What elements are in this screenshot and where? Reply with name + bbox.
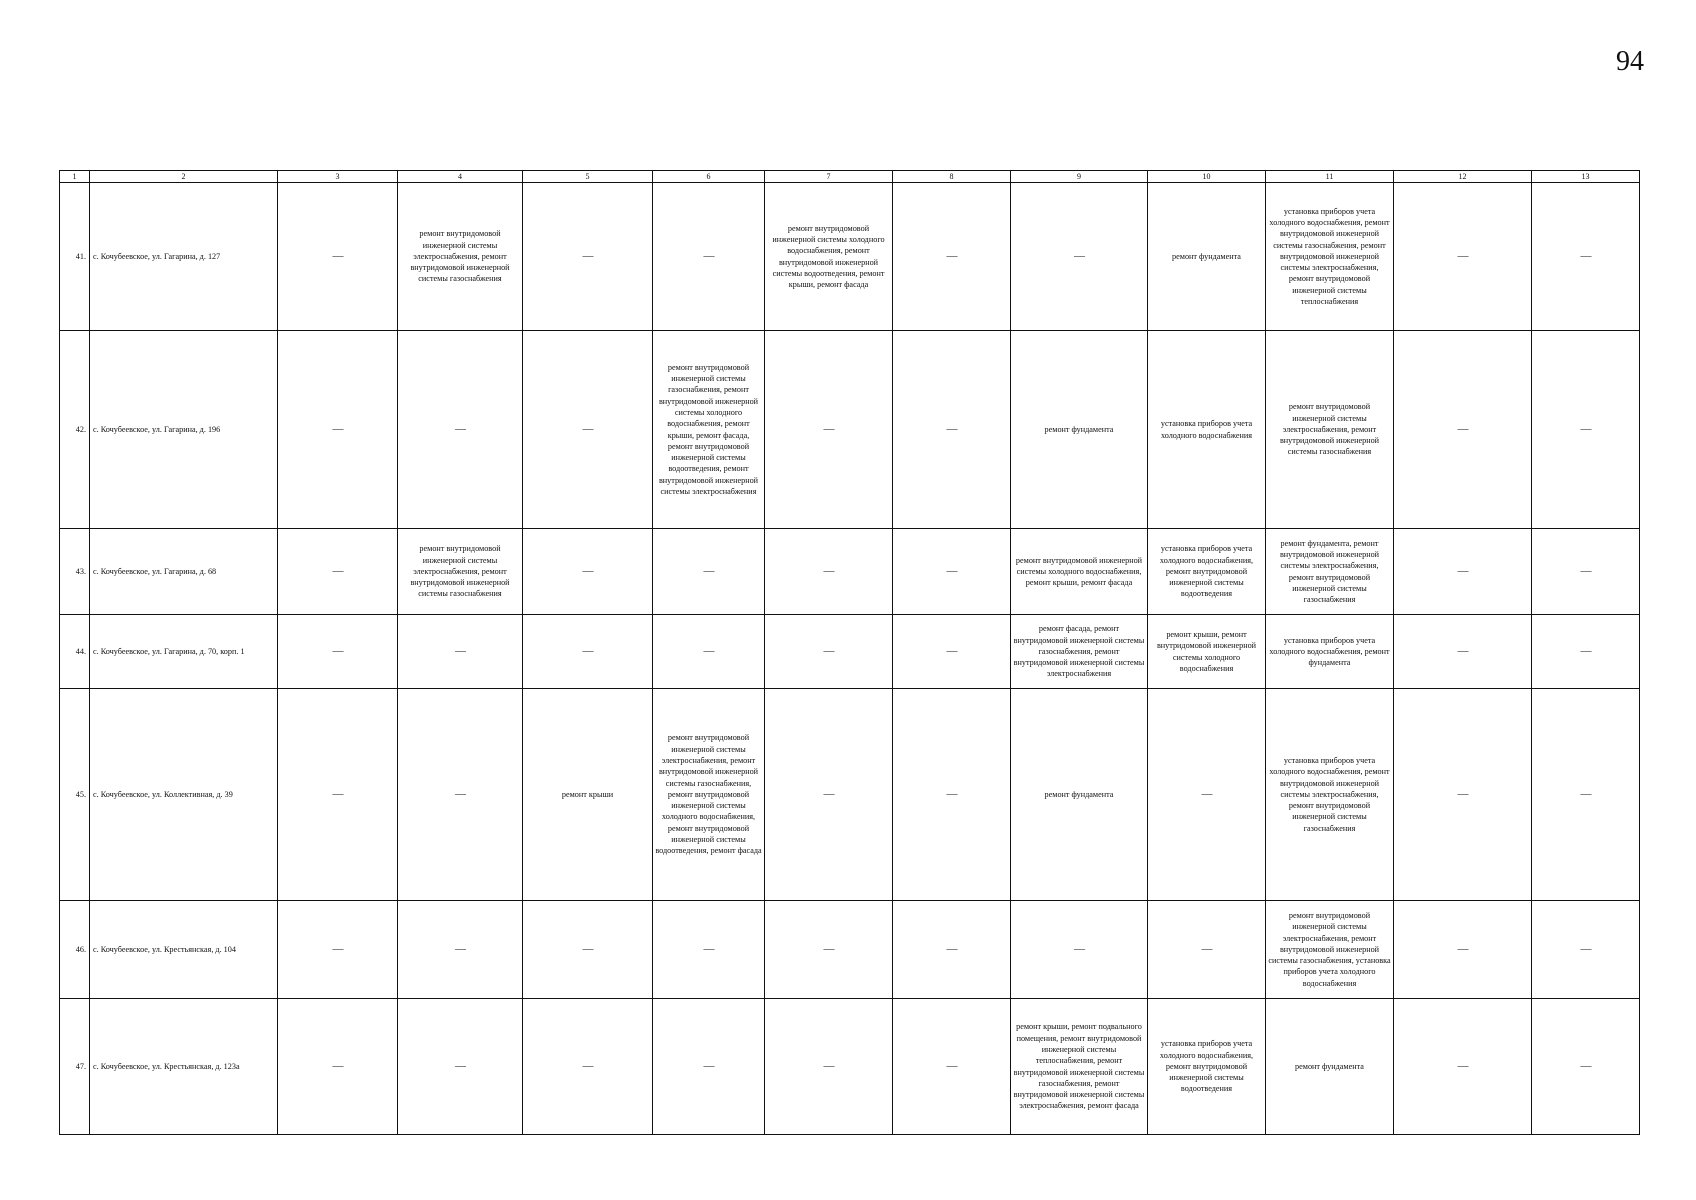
work-cell-col-8 [893, 999, 1011, 1135]
work-cell-col-12 [1394, 331, 1532, 529]
empty-dash: — [946, 249, 957, 262]
empty-dash: — [1580, 249, 1591, 262]
work-cell-col-5 [523, 999, 653, 1135]
work-cell-col-7 [765, 901, 893, 999]
empty-dash: — [1457, 249, 1468, 262]
work-description: установка приборов учета холодного водоснабжения, ремонт фундамента [1269, 635, 1390, 668]
work-description: установка приборов учета холодного водоснабжения [1160, 419, 1253, 440]
work-cell-col-12 [1394, 689, 1532, 901]
row-number: 44. [60, 615, 90, 689]
empty-dash: — [332, 1059, 343, 1072]
empty-dash: — [455, 644, 465, 657]
table-row [60, 999, 1640, 1135]
work-description: ремонт фасада, ремонт внутридомовой инженерной системы газоснабжения, ремонт внутридомовой инженерной системы электроснабжения [1013, 624, 1145, 679]
work-description: установка приборов учета холодного водоснабжения, ремонт внутридомовой инженерной системы газоснабжения, ремонт внутридомовой инженерной системы электроснабжения, ремонт внутридомовой инженерной системы теплоснабжения [1269, 206, 1390, 307]
empty-dash: — [1580, 422, 1591, 435]
empty-dash: — [1074, 249, 1084, 262]
work-cell-col-3 [278, 331, 398, 529]
work-cell-col-7 [765, 615, 893, 689]
work-cell-col-6 [653, 689, 765, 901]
empty-dash: — [703, 942, 714, 955]
work-cell-col-10 [1148, 615, 1266, 689]
work-cell-col-12 [1394, 999, 1532, 1135]
work-cell-col-4 [398, 689, 523, 901]
work-description: ремонт внутридомовой инженерной системы холодного водоснабжения, ремонт внутридомовой инженерной системы водоотведения, ремонт крыши, ремонт фасада [772, 223, 885, 290]
work-cell-col-7 [765, 999, 893, 1135]
empty-dash: — [823, 787, 834, 800]
work-cell-col-3 [278, 999, 398, 1135]
work-cell-col-5 [523, 615, 653, 689]
work-cell-col-8 [893, 183, 1011, 331]
work-cell-col-3 [278, 901, 398, 999]
row-number: 42. [60, 331, 90, 529]
row-number: 41. [60, 183, 90, 331]
column-number-3: 3 [278, 171, 398, 183]
work-cell-col-5 [523, 183, 653, 331]
work-cell-col-10 [1148, 999, 1266, 1135]
work-cell-col-5 [523, 529, 653, 615]
work-cell-col-9 [1011, 999, 1148, 1135]
empty-dash: — [1074, 942, 1084, 955]
empty-dash: — [1580, 1059, 1591, 1072]
empty-dash: — [703, 644, 714, 657]
empty-dash: — [1201, 787, 1212, 800]
table-row [60, 901, 1640, 999]
page-number: 94 [1616, 46, 1644, 77]
work-cell-col-4 [398, 901, 523, 999]
column-number-9: 9 [1011, 171, 1148, 183]
work-cell-col-8 [893, 689, 1011, 901]
work-cell-col-12 [1394, 529, 1532, 615]
work-cell-col-8 [893, 615, 1011, 689]
address-cell: с. Кочубеевское, ул. Крестьянская, д. 104 [90, 901, 278, 999]
empty-dash: — [1457, 1059, 1468, 1072]
work-cell-col-13 [1532, 529, 1640, 615]
empty-dash: — [455, 1059, 465, 1072]
column-number-12: 12 [1394, 171, 1532, 183]
work-description: установка приборов учета холодного водоснабжения, ремонт внутридомовой инженерной системы водоотведения [1159, 1039, 1254, 1094]
work-cell-col-13 [1532, 901, 1640, 999]
address-cell: с. Кочубеевское, ул. Гагарина, д. 127 [90, 183, 278, 331]
work-cell-col-11 [1266, 183, 1394, 331]
work-cell-col-7 [765, 529, 893, 615]
empty-dash: — [1457, 644, 1468, 657]
work-cell-col-9 [1011, 901, 1148, 999]
repair-schedule-table [59, 170, 1640, 1135]
work-cell-col-7 [765, 183, 893, 331]
work-description: ремонт фундамента [1044, 789, 1114, 799]
column-number-1: 1 [60, 171, 90, 183]
work-description: ремонт фундамента, ремонт внутридомовой инженерной системы электроснабжения, ремонт внутридомовой инженерной системы газоснабжения [1279, 538, 1380, 605]
work-cell-col-10 [1148, 689, 1266, 901]
empty-dash: — [823, 942, 834, 955]
work-cell-col-13 [1532, 183, 1640, 331]
work-cell-col-8 [893, 331, 1011, 529]
empty-dash: — [582, 422, 593, 435]
work-cell-col-4 [398, 529, 523, 615]
work-cell-col-6 [653, 529, 765, 615]
table-row [60, 331, 1640, 529]
column-number-11: 11 [1266, 171, 1394, 183]
work-cell-col-13 [1532, 331, 1640, 529]
work-cell-col-4 [398, 331, 523, 529]
empty-dash: — [946, 422, 957, 435]
empty-dash: — [1457, 942, 1468, 955]
table-row [60, 183, 1640, 331]
empty-dash: — [823, 1059, 834, 1072]
address-cell: с. Кочубеевское, ул. Гагарина, д. 68 [90, 529, 278, 615]
work-cell-col-5 [523, 689, 653, 901]
work-cell-col-5 [523, 331, 653, 529]
empty-dash: — [946, 1059, 957, 1072]
empty-dash: — [332, 644, 343, 657]
empty-dash: — [455, 942, 465, 955]
column-number-5: 5 [523, 171, 653, 183]
work-cell-col-10 [1148, 901, 1266, 999]
empty-dash: — [823, 644, 834, 657]
empty-dash: — [582, 249, 593, 262]
empty-dash: — [1580, 644, 1591, 657]
address-cell: с. Кочубеевское, ул. Крестьянская, д. 123а [90, 999, 278, 1135]
work-cell-col-10 [1148, 331, 1266, 529]
empty-dash: — [946, 942, 957, 955]
work-cell-col-3 [278, 183, 398, 331]
work-cell-col-8 [893, 901, 1011, 999]
work-description: ремонт внутридомовой инженерной системы электроснабжения, ремонт внутридомовой инженерной системы газоснабжения [1279, 402, 1380, 457]
empty-dash: — [703, 249, 714, 262]
work-cell-col-11 [1266, 331, 1394, 529]
work-cell-col-11 [1266, 689, 1394, 901]
work-description: ремонт внутридомовой инженерной системы электроснабжения, ремонт внутридомовой инженерной системы газоснабжения, установка приборов учета холодного водоснабжения [1268, 910, 1391, 988]
empty-dash: — [946, 564, 957, 577]
work-cell-col-11 [1266, 529, 1394, 615]
empty-dash: — [1457, 422, 1468, 435]
work-cell-col-5 [523, 901, 653, 999]
work-description: ремонт крыши, ремонт подвального помещения, ремонт внутридомовой инженерной системы теплоснабжения, ремонт внутридомовой инженерной системы газоснабжения, ремонт внутридомовой инженерной системы электроснабжения, ремонт фасада [1013, 1022, 1145, 1111]
column-number-10: 10 [1148, 171, 1266, 183]
work-description: ремонт фундамента [1295, 1061, 1364, 1071]
empty-dash: — [582, 564, 593, 577]
work-cell-col-10 [1148, 183, 1266, 331]
work-cell-col-6 [653, 901, 765, 999]
work-cell-col-8 [893, 529, 1011, 615]
column-number-13: 13 [1532, 171, 1640, 183]
work-cell-col-4 [398, 615, 523, 689]
work-cell-col-7 [765, 689, 893, 901]
work-cell-col-3 [278, 529, 398, 615]
work-description: установка приборов учета холодного водоснабжения, ремонт внутридомовой инженерной системы электроснабжения, ремонт внутридомовой инженерной системы газоснабжения [1269, 755, 1390, 833]
column-number-4: 4 [398, 171, 523, 183]
work-cell-col-11 [1266, 901, 1394, 999]
work-description: ремонт внутридомовой инженерной системы газоснабжения, ремонт внутридомовой инженерной системы холодного водоснабжения, ремонт крыши, ремонт фасада, ремонт внутридомовой инженерной системы водоотведения, ремонт внутридомовой инженерной системы электроснабжения [658, 362, 759, 497]
work-description: ремонт фундамента [1172, 251, 1241, 261]
work-description: ремонт внутридомовой инженерной системы электроснабжения, ремонт внутридомовой инженерной системы газоснабжения, ремонт внутридомовой инженерной системы холодного водоснабжения, ремонт внутридомовой инженерной системы водоотведения, ремонт фасада [655, 733, 762, 856]
empty-dash: — [823, 564, 834, 577]
empty-dash: — [946, 644, 957, 657]
work-cell-col-12 [1394, 615, 1532, 689]
empty-dash: — [1201, 942, 1212, 955]
work-cell-col-6 [653, 331, 765, 529]
work-cell-col-11 [1266, 615, 1394, 689]
column-number-row [60, 171, 1640, 183]
empty-dash: — [823, 422, 834, 435]
work-cell-col-9 [1011, 331, 1148, 529]
work-cell-col-6 [653, 615, 765, 689]
work-cell-col-9 [1011, 615, 1148, 689]
work-cell-col-13 [1532, 999, 1640, 1135]
table-row [60, 615, 1640, 689]
work-cell-col-9 [1011, 529, 1148, 615]
empty-dash: — [455, 787, 465, 800]
row-number: 45. [60, 689, 90, 901]
empty-dash: — [1580, 942, 1591, 955]
work-cell-col-4 [398, 999, 523, 1135]
work-description: ремонт фундамента [1044, 424, 1114, 434]
work-cell-col-4 [398, 183, 523, 331]
work-description: ремонт крыши, ремонт внутридомовой инженерной системы холодного водоснабжения [1156, 629, 1257, 673]
work-description: установка приборов учета холодного водоснабжения, ремонт внутридомовой инженерной системы водоотведения [1159, 544, 1254, 599]
empty-dash: — [1580, 564, 1591, 577]
empty-dash: — [332, 564, 343, 577]
empty-dash: — [332, 942, 343, 955]
address-cell: с. Кочубеевское, ул. Гагарина, д. 70, корп. 1 [90, 615, 278, 689]
work-cell-col-6 [653, 999, 765, 1135]
work-description: ремонт крыши [561, 789, 614, 799]
row-number: 46. [60, 901, 90, 999]
work-cell-col-13 [1532, 689, 1640, 901]
empty-dash: — [1457, 564, 1468, 577]
work-cell-col-9 [1011, 183, 1148, 331]
column-number-2: 2 [90, 171, 278, 183]
work-cell-col-10 [1148, 529, 1266, 615]
empty-dash: — [332, 422, 343, 435]
column-number-6: 6 [653, 171, 765, 183]
work-cell-col-6 [653, 183, 765, 331]
address-cell: с. Кочубеевское, ул. Коллективная, д. 39 [90, 689, 278, 901]
work-description: ремонт внутридомовой инженерной системы электроснабжения, ремонт внутридомовой инженерной системы газоснабжения [410, 544, 510, 599]
empty-dash: — [455, 422, 465, 435]
empty-dash: — [703, 1059, 714, 1072]
work-description: ремонт внутридомовой инженерной системы электроснабжения, ремонт внутридомовой инженерной системы газоснабжения [410, 229, 510, 284]
row-number: 43. [60, 529, 90, 615]
work-cell-col-7 [765, 331, 893, 529]
address-cell: с. Кочубеевское, ул. Гагарина, д. 196 [90, 331, 278, 529]
work-cell-col-3 [278, 689, 398, 901]
empty-dash: — [582, 942, 593, 955]
work-description: ремонт внутридомовой инженерной системы холодного водоснабжения, ремонт крыши, ремонт фасада [1015, 555, 1143, 588]
column-number-8: 8 [893, 171, 1011, 183]
table-row [60, 529, 1640, 615]
work-cell-col-9 [1011, 689, 1148, 901]
table-row [60, 689, 1640, 901]
work-cell-col-3 [278, 615, 398, 689]
empty-dash: — [1580, 787, 1591, 800]
empty-dash: — [582, 644, 593, 657]
empty-dash: — [1457, 787, 1468, 800]
work-cell-col-11 [1266, 999, 1394, 1135]
empty-dash: — [332, 787, 343, 800]
work-cell-col-13 [1532, 615, 1640, 689]
work-cell-col-12 [1394, 183, 1532, 331]
row-number: 47. [60, 999, 90, 1135]
empty-dash: — [946, 787, 957, 800]
column-number-7: 7 [765, 171, 893, 183]
empty-dash: — [332, 249, 343, 262]
empty-dash: — [582, 1059, 593, 1072]
empty-dash: — [703, 564, 714, 577]
work-cell-col-12 [1394, 901, 1532, 999]
